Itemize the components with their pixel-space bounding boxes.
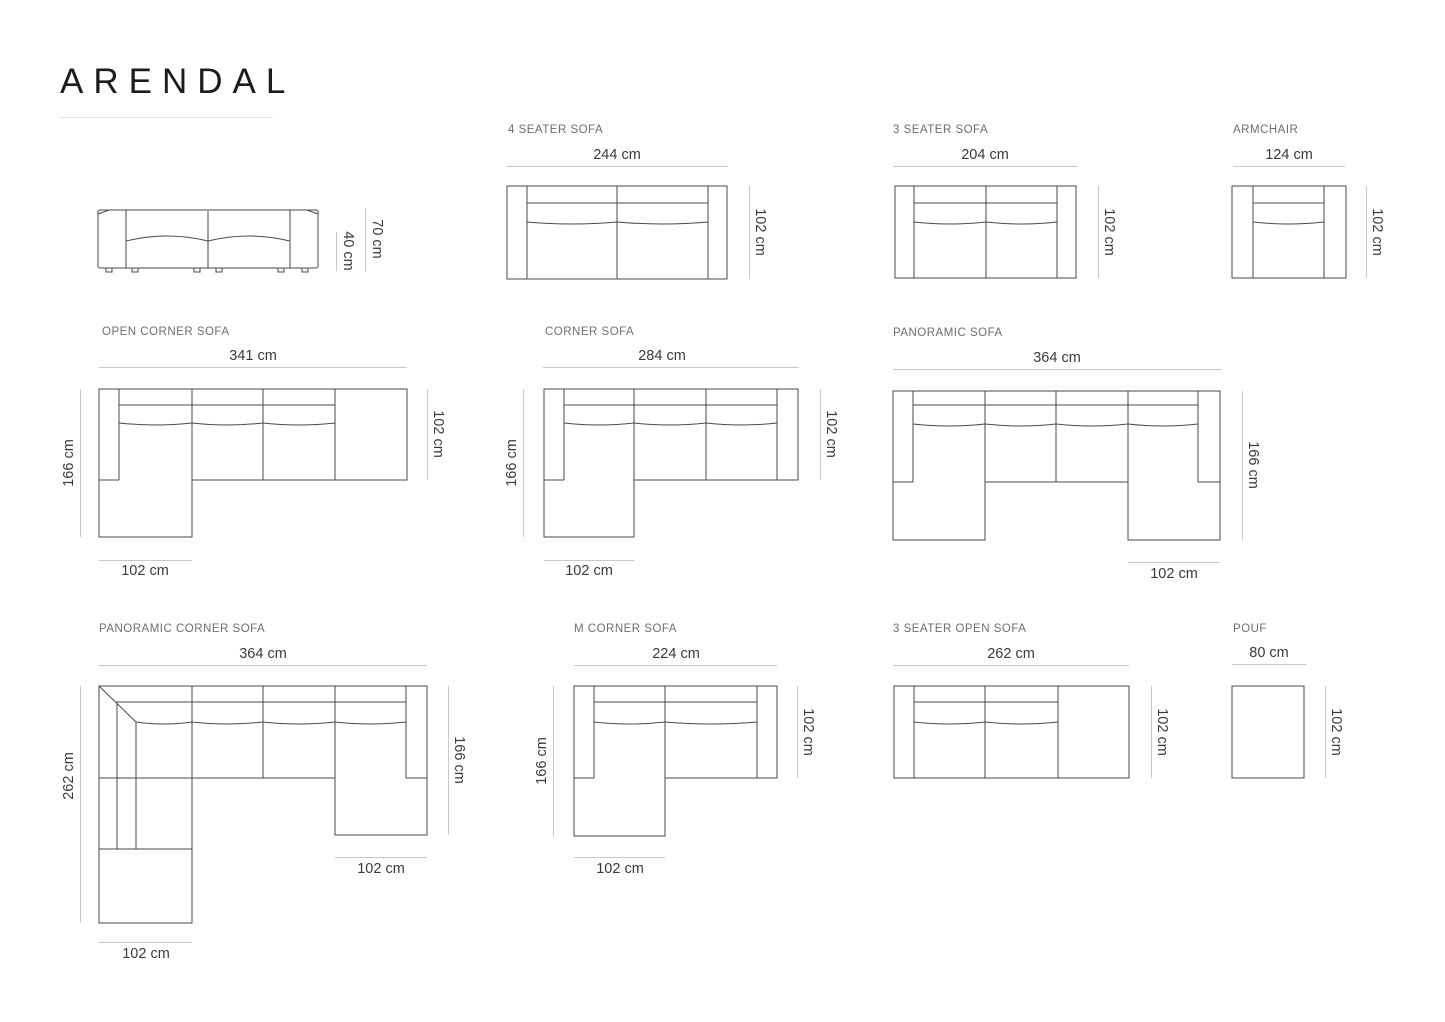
panoramic-drawing bbox=[891, 389, 1227, 545]
total-height-dim: 70 cm bbox=[369, 219, 385, 259]
three-seater-open-label: 3 SEATER OPEN SOFA bbox=[893, 623, 1027, 635]
panoramic-label: PANORAMIC SOFA bbox=[893, 327, 1003, 339]
panoramic-corner-width-dimline bbox=[99, 665, 427, 666]
open-corner-drawing bbox=[97, 387, 413, 543]
total-height-dimline bbox=[365, 208, 366, 272]
four-seater-width-dim: 244 cm bbox=[593, 147, 641, 163]
panoramic-corner-drawing bbox=[97, 684, 433, 929]
corner-drawing bbox=[542, 387, 804, 543]
panoramic-corner-right-chaise-dimline bbox=[335, 857, 427, 858]
three-seater-open-depth-dimline bbox=[1151, 686, 1152, 778]
corner-width-dimline bbox=[543, 367, 799, 368]
panoramic-corner-label: PANORAMIC CORNER SOFA bbox=[99, 623, 266, 635]
pouf-width-dim: 80 cm bbox=[1249, 645, 1289, 661]
open-corner-seat-depth-dim: 102 cm bbox=[430, 410, 446, 458]
three-seater-label: 3 SEATER SOFA bbox=[893, 124, 989, 136]
three-seater-open-depth-dim: 102 cm bbox=[1154, 708, 1170, 756]
m-corner-width-dimline bbox=[574, 665, 777, 666]
panoramic-corner-left-depth-dim: 262 cm bbox=[61, 752, 77, 800]
panoramic-corner-left-depth-dimline bbox=[80, 686, 81, 923]
m-corner-label: M CORNER SOFA bbox=[574, 623, 677, 635]
m-corner-chaise-dimline bbox=[574, 857, 665, 858]
seat-height-dim: 40 cm bbox=[340, 231, 356, 271]
panoramic-width-dimline bbox=[893, 369, 1222, 370]
corner-chaise-dim: 102 cm bbox=[565, 563, 613, 579]
sofa-side-view-drawing bbox=[96, 205, 324, 277]
three-seater-open-width-dim: 262 cm bbox=[987, 646, 1035, 662]
corner-chaise-dimline bbox=[544, 560, 634, 561]
armchair-depth-dim: 102 cm bbox=[1369, 208, 1385, 256]
open-corner-depth-dim: 166 cm bbox=[61, 439, 77, 487]
three-seater-drawing bbox=[893, 184, 1105, 282]
m-corner-seat-depth-dimline bbox=[797, 686, 798, 778]
panoramic-depth-dimline bbox=[1242, 391, 1243, 540]
armchair-width-dimline bbox=[1233, 166, 1345, 167]
three-seater-depth-dim: 102 cm bbox=[1101, 208, 1117, 256]
three-seater-depth-dimline bbox=[1098, 186, 1099, 278]
panoramic-chaise-dimline bbox=[1128, 562, 1220, 563]
four-seater-label: 4 SEATER SOFA bbox=[508, 124, 604, 136]
pouf-depth-dim: 102 cm bbox=[1328, 708, 1344, 756]
seat-height-dimline bbox=[336, 232, 337, 271]
three-seater-width-dimline bbox=[893, 166, 1077, 167]
page-title: ARENDAL bbox=[60, 62, 296, 101]
panoramic-corner-right-depth-dim: 166 cm bbox=[451, 736, 467, 784]
four-seater-depth-dim: 102 cm bbox=[752, 208, 768, 256]
corner-depth-dim: 166 cm bbox=[504, 439, 520, 487]
open-corner-seat-depth-dimline bbox=[427, 389, 428, 480]
corner-seat-depth-dimline bbox=[820, 389, 821, 480]
open-corner-width-dim: 341 cm bbox=[229, 348, 277, 364]
corner-depth-dimline bbox=[523, 389, 524, 537]
pouf-drawing bbox=[1230, 684, 1310, 782]
panoramic-corner-bottom-chaise-dimline bbox=[99, 942, 192, 943]
three-seater-open-drawing bbox=[892, 684, 1134, 782]
corner-seat-depth-dim: 102 cm bbox=[823, 410, 839, 458]
m-corner-chaise-dim: 102 cm bbox=[596, 861, 644, 877]
m-corner-drawing bbox=[572, 684, 784, 840]
m-corner-width-dim: 224 cm bbox=[652, 646, 700, 662]
panoramic-width-dim: 364 cm bbox=[1033, 350, 1081, 366]
corner-width-dim: 284 cm bbox=[638, 348, 686, 364]
panoramic-depth-dim: 166 cm bbox=[1245, 441, 1261, 489]
open-corner-chaise-dim: 102 cm bbox=[121, 563, 169, 579]
open-corner-label: OPEN CORNER SOFA bbox=[102, 326, 230, 338]
m-corner-depth-dim: 166 cm bbox=[534, 737, 550, 785]
m-corner-depth-dimline bbox=[553, 686, 554, 836]
open-corner-chaise-dimline bbox=[99, 560, 192, 561]
title-underline bbox=[60, 117, 273, 118]
panoramic-chaise-dim: 102 cm bbox=[1150, 566, 1198, 582]
four-seater-width-dimline bbox=[507, 166, 728, 167]
pouf-depth-dimline bbox=[1325, 686, 1326, 778]
m-corner-seat-depth-dim: 102 cm bbox=[800, 708, 816, 756]
armchair-label: ARMCHAIR bbox=[1233, 124, 1299, 136]
pouf-label: POUF bbox=[1233, 623, 1267, 635]
panoramic-corner-right-chaise-dim: 102 cm bbox=[357, 861, 405, 877]
three-seater-width-dim: 204 cm bbox=[961, 147, 1009, 163]
panoramic-corner-width-dim: 364 cm bbox=[239, 646, 287, 662]
open-corner-depth-dimline bbox=[80, 389, 81, 537]
corner-label: CORNER SOFA bbox=[545, 326, 635, 338]
pouf-width-dimline bbox=[1232, 664, 1306, 665]
armchair-depth-dimline bbox=[1366, 186, 1367, 278]
three-seater-open-width-dimline bbox=[893, 665, 1129, 666]
panoramic-corner-right-depth-dimline bbox=[448, 686, 449, 835]
panoramic-corner-bottom-chaise-dim: 102 cm bbox=[122, 946, 170, 962]
armchair-drawing bbox=[1230, 184, 1355, 282]
armchair-width-dim: 124 cm bbox=[1265, 147, 1313, 163]
four-seater-depth-dimline bbox=[749, 186, 750, 279]
open-corner-width-dimline bbox=[99, 367, 407, 368]
four-seater-drawing bbox=[505, 184, 735, 284]
